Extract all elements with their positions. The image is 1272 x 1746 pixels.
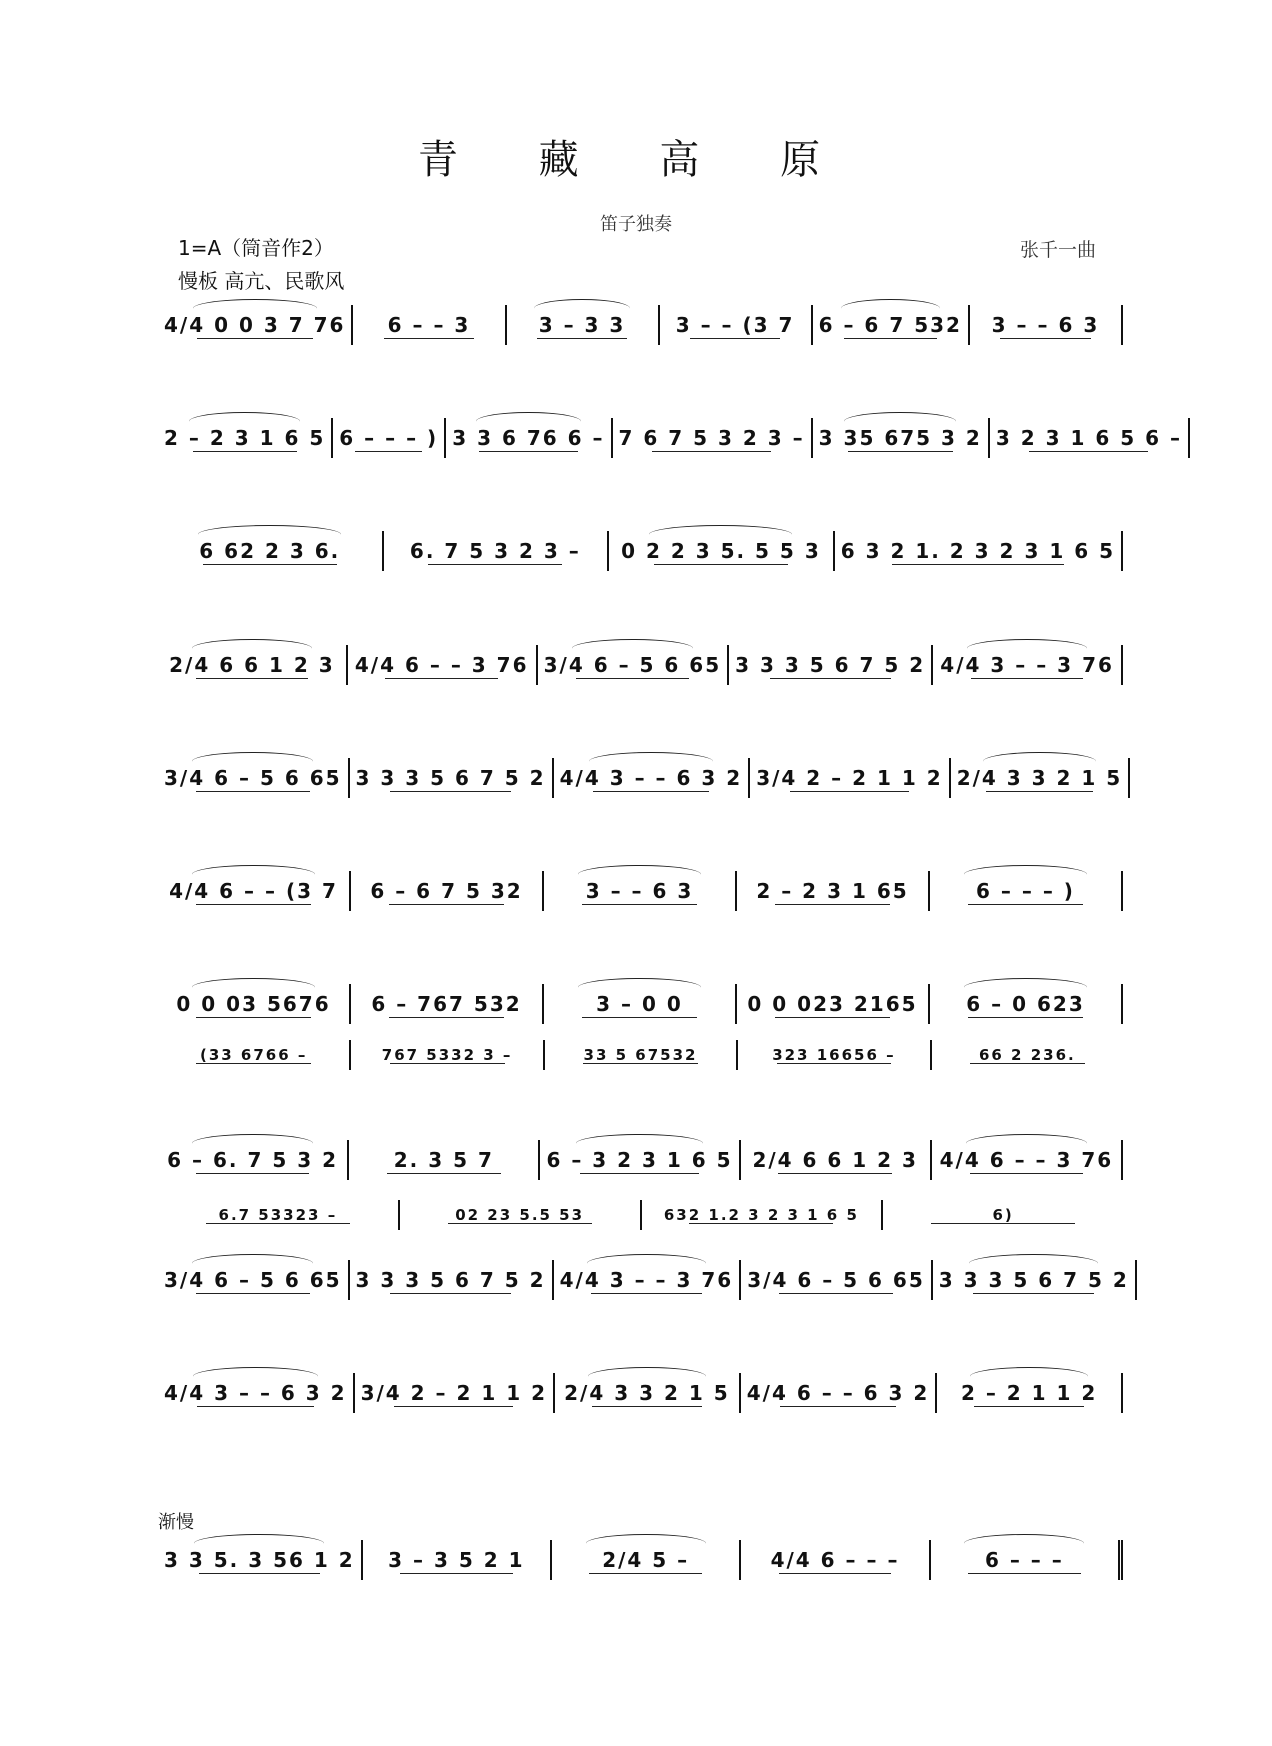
beam-underline: [968, 904, 1083, 905]
measure: [813, 418, 990, 458]
measure: [158, 1373, 355, 1413]
subtitle: 笛子独奏: [600, 214, 672, 235]
beam-underline: [775, 1017, 890, 1018]
measure: [363, 1540, 552, 1580]
measure-notes: 6): [992, 1206, 1014, 1224]
beam-underline: [197, 338, 313, 339]
measure: [158, 305, 353, 345]
measure: [613, 418, 813, 458]
notation-system: [158, 1540, 1123, 1580]
beam-underline: [968, 1017, 1083, 1018]
measure-notes: 3 3 3 5 6 7 5 2: [355, 1268, 546, 1292]
measure: [348, 645, 538, 685]
measure-notes: 767 5332 3 –: [381, 1046, 513, 1064]
beam-underline: [778, 1173, 892, 1174]
measure-notes: 6 – – 3: [387, 313, 471, 337]
measure: [741, 1373, 938, 1413]
measure: [883, 1200, 1123, 1230]
beam-underline: [197, 1406, 314, 1407]
measure-notes: 2/4 3 3 2 1 5: [956, 766, 1123, 790]
notation-system: [158, 645, 1123, 685]
measure: [737, 984, 930, 1024]
measure-notes: 3/4 2 – 2 1 1 2: [756, 766, 943, 790]
measure-notes: 3/4 6 – 5 6 65: [164, 1268, 342, 1292]
measure-notes: 3 – – 6 3: [585, 879, 694, 903]
measure-notes: 6 – 767 532: [371, 992, 522, 1016]
measure: [158, 984, 351, 1024]
measure-notes: 3 3 6 76 6 –: [452, 426, 605, 450]
measure: [158, 1200, 400, 1230]
measure: [158, 645, 348, 685]
key-signature: 1=A（筒音作2）: [178, 236, 334, 260]
measure-notes: 3 3 3 5 6 7 5 2: [355, 766, 546, 790]
beam-underline: [385, 678, 498, 679]
measure: [545, 1040, 738, 1070]
measure-notes: 3 3 3 5 6 7 5 2: [735, 653, 926, 677]
beam-underline: [968, 1573, 1080, 1574]
measure-notes: 6 – – –: [984, 1548, 1064, 1572]
beam-underline: [779, 1293, 893, 1294]
measure-notes: 2. 3 5 7: [393, 1148, 494, 1172]
beam-underline: [582, 1017, 697, 1018]
beam-underline: [203, 564, 337, 565]
accompaniment-system: [158, 1040, 1123, 1070]
beam-underline: [389, 904, 504, 905]
measure: [540, 1140, 740, 1180]
measure: [937, 1373, 1123, 1413]
measure: [932, 1140, 1123, 1180]
beam-underline: [654, 564, 788, 565]
beam-underline: [770, 678, 891, 679]
marking-slow: 渐慢: [158, 1512, 194, 1533]
beam-underline: [196, 904, 311, 905]
measure-notes: 3 3 5. 3 56 1 2: [164, 1548, 355, 1572]
measure: [741, 1540, 930, 1580]
measure-notes: 3/4 6 – 5 6 65: [164, 766, 342, 790]
measure-notes: 3 – – (3 7: [675, 313, 795, 337]
beam-underline: [355, 451, 422, 452]
measure: [951, 758, 1131, 798]
measure-notes: 4/4 6 – – 3 76: [354, 653, 529, 677]
measure-notes: 632 1.2 3 2 3 1 6 5: [663, 1206, 859, 1224]
notation-system: [158, 984, 1123, 1024]
measure: [384, 531, 610, 571]
notation-system: [158, 871, 1123, 911]
beam-underline: [582, 904, 697, 905]
beam-underline: [1000, 338, 1091, 339]
measure-notes: 3 2 3 1 6 5 6 –: [995, 426, 1183, 450]
measure-notes: 3/4 6 – 5 6 65: [543, 653, 722, 677]
measure: [350, 1260, 554, 1300]
measure: [738, 1040, 931, 1070]
beam-underline: [387, 1173, 501, 1174]
measure: [446, 418, 612, 458]
measure-notes: 0 0 023 2165: [747, 992, 918, 1016]
measure-notes: 2 – 2 1 1 2: [960, 1381, 1098, 1405]
notation-system: [158, 418, 1183, 458]
measure: [660, 305, 813, 345]
beam-underline: [848, 451, 953, 452]
measure: [349, 1140, 540, 1180]
measure: [933, 1260, 1137, 1300]
beam-underline: [196, 1293, 310, 1294]
beam-underline: [593, 791, 710, 792]
measure-notes: 3 – 0 0: [596, 992, 683, 1016]
measure: [351, 984, 544, 1024]
measure-notes: 6. 7 5 3 2 3 –: [409, 539, 581, 563]
measure: [400, 1200, 642, 1230]
measure-notes: 2 – 2 3 1 6 5: [164, 426, 326, 450]
measure-notes: 3 – 3 5 2 1: [388, 1548, 525, 1572]
measure-notes: 4/4 3 – – 6 3 2: [164, 1381, 347, 1405]
measure: [158, 1140, 349, 1180]
notation-system: [158, 305, 1123, 345]
measure-notes: 6 – 0 623: [966, 992, 1085, 1016]
beam-underline: [974, 1406, 1084, 1407]
measure: [351, 871, 544, 911]
beam-underline: [196, 1173, 310, 1174]
measure: [351, 1040, 544, 1070]
beam-underline: [775, 904, 890, 905]
measure: [555, 1373, 741, 1413]
measure: [741, 1140, 932, 1180]
measure-notes: 3 35 675 3 2: [818, 426, 982, 450]
notation-system: [158, 758, 1123, 798]
measure-notes: 33 5 67532: [583, 1046, 698, 1064]
tempo-marking: 慢板 高亢、民歌风: [178, 269, 345, 293]
beam-underline: [591, 1293, 702, 1294]
measure-notes: (33 6766 –: [199, 1046, 308, 1064]
measure: [158, 871, 351, 911]
beam-underline: [589, 1573, 701, 1574]
measure: [158, 418, 333, 458]
measure: [355, 1373, 556, 1413]
measure-notes: 6 – – – ): [339, 426, 439, 450]
beam-underline: [576, 678, 690, 679]
measure-notes: 0 0 03 5676: [176, 992, 331, 1016]
measure: [729, 645, 933, 685]
measure: [158, 531, 384, 571]
measure: [990, 418, 1190, 458]
measure: [158, 1040, 351, 1070]
measure: [932, 1040, 1123, 1070]
measure: [609, 531, 835, 571]
notation-system: [158, 531, 1123, 571]
beam-underline: [779, 1573, 891, 1574]
beam-underline: [196, 1017, 311, 1018]
beam-underline: [970, 1173, 1084, 1174]
page-title: 青 藏 高 原: [417, 137, 855, 183]
measure-notes: 6 – – – ): [976, 879, 1075, 903]
measure: [835, 531, 1123, 571]
measure-notes: 6 – 6 7 532: [818, 313, 962, 337]
beam-underline: [390, 1293, 511, 1294]
measure-notes: 4/4 3 – – 6 3 2: [559, 766, 743, 790]
measure-notes: 4/4 6 – – 6 3 2: [746, 1381, 930, 1405]
measure: [350, 758, 554, 798]
measure: [930, 984, 1123, 1024]
beam-underline: [537, 338, 628, 339]
measure: [813, 305, 970, 345]
measure: [507, 305, 660, 345]
measure-notes: 2/4 6 6 1 2 3: [169, 653, 335, 677]
beam-underline: [389, 1017, 504, 1018]
measure-notes: 4/4 6 – – 3 76: [939, 1148, 1114, 1172]
measure: [930, 871, 1123, 911]
measure: [552, 1540, 741, 1580]
measure-notes: 3/4 6 – 5 6 65: [747, 1268, 925, 1292]
beam-underline: [652, 451, 771, 452]
measure-notes: 4/4 6 – – (3 7: [169, 879, 338, 903]
measure-notes: 4/4 3 – – 3 76: [559, 1268, 734, 1292]
measure-notes: 2 – 2 3 1 65: [756, 879, 909, 903]
measure-notes: 323 16656 –: [772, 1046, 896, 1064]
measure: [333, 418, 446, 458]
measure: [970, 305, 1123, 345]
measure: [642, 1200, 884, 1230]
measure-notes: 6 – 3 2 3 1 6 5: [546, 1148, 733, 1172]
measure: [933, 645, 1123, 685]
measure: [554, 1260, 742, 1300]
measure-notes: 2/4 6 6 1 2 3: [752, 1148, 918, 1172]
measure-notes: 3 – 3 3: [538, 313, 626, 337]
measure-notes: 4/4 3 – – 3 76: [940, 653, 1114, 677]
composer: 张千一曲: [1020, 239, 1097, 261]
measure: [750, 758, 951, 798]
measure-notes: 3 3 3 5 6 7 5 2: [938, 1268, 1129, 1292]
beam-underline: [1029, 451, 1148, 452]
measure-notes: 02 23 5.5 53: [455, 1206, 585, 1224]
beam-underline: [971, 678, 1084, 679]
beam-underline: [479, 451, 578, 452]
measure-notes: 6 – 6 7 5 32: [370, 879, 523, 903]
beam-underline: [400, 1573, 512, 1574]
beam-underline: [196, 678, 309, 679]
measure-notes: 4/4 0 0 3 7 76: [164, 313, 346, 337]
beam-underline: [394, 1406, 513, 1407]
measure-notes: 4/4 6 – – –: [770, 1548, 900, 1572]
beam-underline: [690, 338, 781, 339]
measure: [931, 1540, 1123, 1580]
beam-underline: [384, 338, 475, 339]
measure: [158, 758, 350, 798]
beam-underline: [390, 791, 511, 792]
measure-notes: 66 2 236.: [978, 1046, 1076, 1064]
measure-notes: 6.7 53323 –: [218, 1206, 338, 1224]
measure-notes: 2/4 3 3 2 1 5: [564, 1381, 730, 1405]
beam-underline: [193, 451, 297, 452]
beam-underline: [892, 564, 1064, 565]
measure-notes: 6 3 2 1. 2 3 2 3 1 6 5: [840, 539, 1115, 563]
measure-notes: 2/4 5 –: [602, 1548, 690, 1572]
beam-underline: [428, 564, 562, 565]
beam-underline: [973, 1293, 1094, 1294]
measure: [737, 871, 930, 911]
beam-underline: [780, 1406, 897, 1407]
measure: [544, 871, 737, 911]
beam-underline: [196, 791, 310, 792]
measure-notes: 3/4 2 – 2 1 1 2: [360, 1381, 548, 1405]
beam-underline: [199, 1573, 321, 1574]
measure: [158, 1540, 363, 1580]
measure-notes: 3 – – 6 3: [991, 313, 1100, 337]
beam-underline: [580, 1173, 699, 1174]
measure: [544, 984, 737, 1024]
measure-notes: 6 62 2 3 6.: [199, 539, 341, 563]
notation-system: [158, 1260, 1129, 1300]
measure: [538, 645, 730, 685]
beam-underline: [790, 791, 909, 792]
measure: [158, 1260, 350, 1300]
measure-notes: 0 2 2 3 5. 5 5 3: [621, 539, 821, 563]
measure-notes: 6 – 6. 7 5 3 2: [167, 1148, 339, 1172]
measure: [554, 758, 751, 798]
measure: [353, 305, 506, 345]
beam-underline: [592, 1406, 702, 1407]
measure: [741, 1260, 933, 1300]
beam-underline: [844, 338, 937, 339]
measure-notes: 7 6 7 5 3 2 3 –: [618, 426, 805, 450]
notation-system: [158, 1140, 1123, 1180]
accompaniment-system: [158, 1200, 1123, 1230]
beam-underline: [986, 791, 1093, 792]
notation-system: [158, 1373, 1123, 1413]
